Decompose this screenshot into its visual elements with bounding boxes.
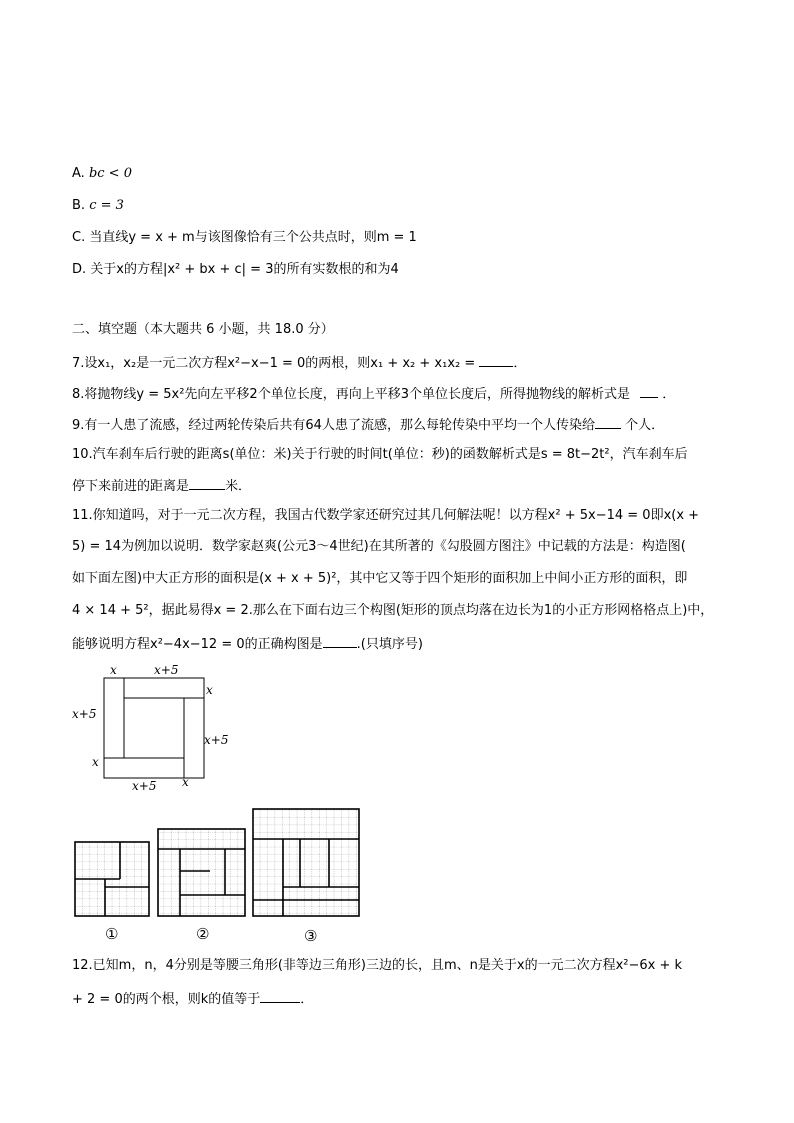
label-bottom-x: x — [182, 775, 189, 789]
rect-right — [184, 698, 204, 778]
option-a-label: A. — [72, 166, 85, 181]
question-10-text: 停下来前进的距离是 — [72, 479, 190, 494]
label-bottom-x5: x+5 — [132, 779, 157, 790]
question-10-end: 米． — [225, 479, 252, 494]
option-b — [72, 197, 124, 215]
option-b-label: B. — [72, 198, 86, 213]
question-11-line-4: 4 × 14 + 5²，据此易得x = 2.那么在下面右边三个构图(矩形的顶点均落在边长为1的小正方形网格格点上)中， — [72, 603, 714, 618]
grid-figure-2 — [158, 829, 245, 943]
question-11-line-3: 如下面左图)中大正方形的面积是(x + x + 5)²，其中它又等于四个矩形的面积加上中间小正方形的面积，即 — [72, 571, 688, 586]
question-8-text: 8.将抛物线y = 5x²先向左平移2个单位长度，再向上平移3个单位长度后，所得抛物线的解析式是 — [72, 387, 630, 402]
rect-top — [124, 678, 204, 698]
label-right-x5: x+5 — [204, 733, 229, 747]
answer-blank — [260, 989, 300, 1003]
rect-left — [104, 678, 124, 758]
question-11-end: .(只填序号) — [356, 637, 423, 652]
answer-blank — [640, 384, 658, 398]
question-12-text: + 2 = 0的两个根，则k的值等于 — [72, 992, 261, 1007]
option-c: C. 当直线y = x + m与该图像恰有三个公共点时，则m = 1 — [72, 230, 417, 245]
question-9-end: 个人． — [625, 418, 665, 433]
question-12-line-1: 12.已知m，n，4分别是等腰三角形(非等边三角形)三边的长，且m、n是关于x的一元二次方程x²−6x + k — [72, 958, 683, 973]
question-11-text: 能够说明方程x²−4x−12 = 0的正确构图是 — [72, 637, 323, 652]
question-8: 8.将抛物线y = 5x²先向左平移2个单位长度，再向上平移3个单位长度后，所得抛物线的解析式是 ． — [72, 384, 675, 404]
option-d: D. 关于x的方程|x² + bx + c| = 3的所有实数根的和为4 — [72, 262, 399, 277]
question-11-line-1: 11.你知道吗，对于一元二次方程，我国古代数学家还研究过其几何解法呢！以方程x² + 5x−14 = 0即x(x + — [72, 508, 700, 523]
question-10-line-1: 10.汽车刹车后行驶的距离s(单位：米)关于行驶的时间t(单位：秒)的函数解析式是s = 8t−2t²，汽车刹车后 — [72, 447, 688, 462]
label-left-x: x — [92, 755, 99, 769]
zhao-shuang-diagram — [70, 660, 240, 790]
option-a-expr: bc < 0 — [88, 166, 132, 181]
answer-blank — [323, 634, 357, 648]
question-11-line-5 — [72, 634, 423, 654]
grid-figure-2-label: ② — [196, 925, 210, 943]
option-b-expr: c = 3 — [89, 198, 124, 213]
question-9-text: 9.有一人患了流感，经过两轮传染后共有64人患了流感，那么每轮传染中平均一个人传染给 — [72, 418, 595, 433]
answer-blank — [595, 415, 621, 429]
grid-figure-1-label: ① — [105, 925, 119, 943]
grid-figure-3-label: ③ — [304, 927, 318, 945]
outer-square — [104, 678, 204, 778]
label-right-x: x — [206, 683, 213, 697]
question-10-line-2 — [72, 476, 251, 496]
section-heading: 二、填空题（本大题共 6 小题，共 18.0 分） — [72, 322, 334, 337]
label-top-x: x — [110, 663, 117, 677]
question-9 — [72, 415, 664, 435]
question-7: 7.设x₁，x₂是一元二次方程x²−x−1 = 0的两根，则x₁ + x₂ + x₁x₂ = ． — [72, 353, 526, 373]
answer-blank — [189, 476, 225, 490]
question-12-end: ． — [300, 992, 314, 1007]
grid-figure-3 — [253, 809, 359, 945]
question-7-text: 7.设x₁，x₂是一元二次方程x²−x−1 = 0的两根，则x₁ + x₂ + x₁x₂ = — [72, 356, 480, 371]
grid-figure-1 — [75, 842, 149, 943]
rect-bottom — [104, 758, 184, 778]
answer-blank — [479, 353, 513, 367]
grid-figures — [60, 795, 370, 950]
question-11-line-2: 5) = 14为例加以说明．数学家赵爽(公元3～4世纪)在其所著的《勾股圆方图注》中记载的方法是：构造图( — [72, 539, 686, 554]
question-12-line-2 — [72, 989, 313, 1009]
label-top-x5: x+5 — [154, 663, 179, 677]
option-a — [72, 165, 132, 183]
label-left-x5: x+5 — [72, 707, 97, 721]
